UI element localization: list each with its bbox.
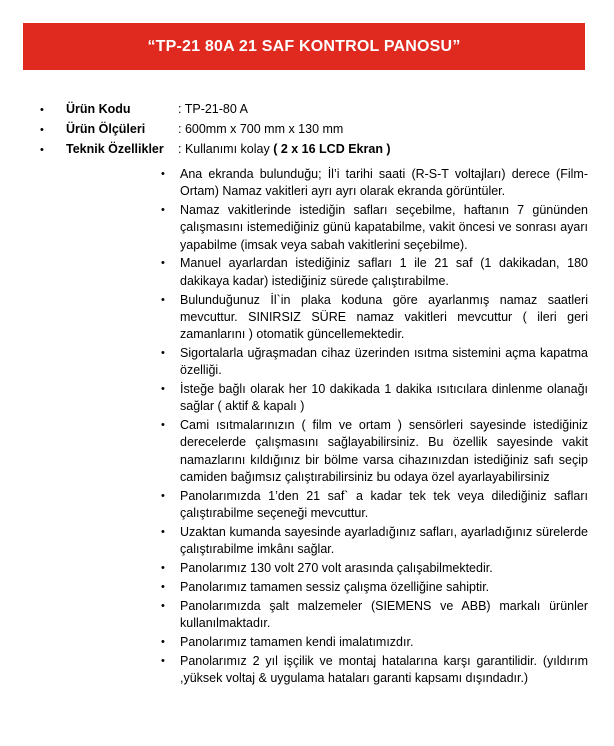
feature-item — [160, 560, 588, 577]
feature-item — [160, 202, 588, 254]
feature-text: Cami ısıtmalarınızın ( film ve ortam ) sensörleri sayesinde istediğiniz derecelerde çalışmasını sağlayabilirsiniz. Bu özellik sayesinde vakit namazlarını kıldığınız bir bölme varsa cihazınızdan istediğiniz safı seçip camiden bağımsız çalıştırabilirsiniz bu odaya özel ayarlayabilirsiniz — [180, 418, 588, 485]
spec-label: Teknik Özellikler — [66, 142, 164, 156]
title-banner — [23, 23, 585, 70]
spec-list — [40, 102, 590, 162]
spec-value: : 600mm x 700 mm x 130 mm — [178, 122, 344, 136]
bullet-icon: • — [161, 168, 165, 180]
spec-row-product-code — [40, 102, 590, 122]
feature-text: Panolarımız tamamen kendi imalatımızdır. — [180, 634, 414, 649]
feature-text: Panolarımız tamamen sessiz çalışma özelliğine sahiptir. — [180, 579, 490, 594]
feature-item — [160, 634, 588, 651]
feature-item — [160, 381, 588, 416]
feature-list — [160, 166, 588, 689]
bullet-icon: • — [161, 599, 165, 612]
feature-item — [160, 598, 588, 633]
feature-item — [160, 524, 588, 559]
bullet-icon: • — [40, 144, 44, 156]
feature-item — [160, 292, 588, 344]
bullet-icon: • — [40, 124, 44, 136]
feature-text: Panolarımızda şalt malzemeler (SIEMENS ve ABB) markalı ürünler kullanılmaktadır. — [180, 598, 588, 630]
feature-text: Panolarımız 130 volt 270 volt arasında çalışabilmektedir. — [180, 561, 493, 576]
feature-text: Namaz vakitlerinde istediğin safları seçebilme, haftanın 7 gününden çalışmasını istemediğiniz günü kapatabilme, vakit öncesi ve sonrası ayarı yapabilme (imsak veya sabah vakitlerini seçebilme). — [180, 203, 588, 252]
bullet-icon: • — [161, 562, 165, 575]
spec-value: : Kullanımı kolay ( 2 x 16 LCD Ekran ) — [178, 142, 391, 156]
bullet-icon: • — [161, 257, 165, 270]
bullet-icon: • — [161, 204, 165, 217]
bullet-icon: • — [161, 346, 165, 359]
spec-row-technical-features — [40, 142, 590, 162]
spec-label: Ürün Kodu — [66, 102, 131, 116]
bullet-icon: • — [161, 525, 165, 538]
feature-text: İsteğe bağlı olarak her 10 dakikada 1 dakika ısıtıcılara dinlenme olanağı sağlar ( aktif & kapalı ) — [180, 382, 588, 414]
feature-text: Sigortalarla uğraşmadan cihaz üzerinden ısıtma sistemini açma kapatma özelliği. — [180, 345, 588, 378]
spec-row-product-dimensions — [40, 122, 590, 142]
bullet-icon: • — [161, 580, 165, 593]
spec-value-emphasis: ( 2 x 16 LCD Ekran ) — [273, 142, 391, 156]
bullet-icon: • — [161, 293, 165, 306]
feature-text: Panolarımız 2 yıl işçilik ve montaj hatalarına karşı garantilidir. (yıldırım ,yüksek voltaj & uygulama hataları garanti kapsamı dışındadır.) — [180, 653, 588, 685]
bullet-icon: • — [161, 635, 165, 648]
feature-text: Panolarımızda 1’den 21 saf` a kadar tek tek veya dilediğiniz safları çalıştırabilme seçeneği mevcuttur. — [180, 488, 588, 521]
feature-text: Ana ekranda bulunduğu; İl’i tarihi saati (R-S-T voltajları) derece (Film- Ortam) Namaz vakitleri ayrı ayrı olarak ekranda görüntüler. — [180, 167, 588, 199]
feature-text: Uzaktan kumanda sayesinde ayarladığınız safları, ayarladığınız sürelerde çalıştırabilme imkânı sağlar. — [180, 524, 588, 557]
feature-item — [160, 255, 588, 290]
bullet-icon: • — [40, 104, 44, 116]
feature-text: Bulunduğunuz İl`in plaka koduna göre ayarlanmış namaz saatleri mevcuttur. SINIRSIZ SÜRE namaz vakitleri mevcuttur ( ileri geri zamanlarını ) otomatik güncellemektedir. — [180, 292, 588, 342]
spec-value: : TP-21-80 A — [178, 102, 248, 116]
page-title: “TP-21 80A 21 SAF KONTROL PANOSU” — [147, 37, 461, 55]
feature-item — [160, 345, 588, 380]
bullet-icon: • — [161, 654, 165, 667]
feature-item — [160, 488, 588, 523]
feature-item — [160, 166, 588, 201]
bullet-icon: • — [161, 383, 165, 396]
bullet-icon: • — [161, 489, 165, 502]
feature-item — [160, 579, 588, 596]
feature-text: Manuel ayarlardan istediğiniz safları 1 ile 21 saf (1 dakikadan, 180 dakikaya kadar) istediğiniz sürede çalıştırabilme. — [180, 256, 588, 288]
feature-item — [160, 417, 588, 486]
feature-item — [160, 653, 588, 688]
spec-label: Ürün Ölçüleri — [66, 122, 146, 136]
bullet-icon: • — [161, 419, 165, 432]
